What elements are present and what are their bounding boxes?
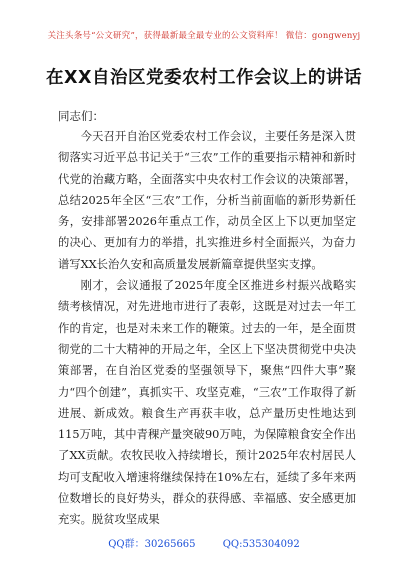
paragraph: 刚才，会议通报了2025年度全区推进乡村振兴战略实绩考核情况，对先进地市进行了表彰，这既是对过去一年工作的肯定，也是对未来工作的鞭策。过去的一年，是全面贯彻党的二十大精神的开局之年，全区上下坚决贯彻党中央决策部署，在自治区党委的坚强领导下，聚焦“四件大事”聚力“四个创建”，真抓实干、攻坚克难，“三农”工作取得了新进展、新成效。粮食生产再获丰收，总产量历史性地达到115万吨，其中青稞产量突破90万吨，为保障粮食安全作出了XX贡献。农牧民收入持续增长，预计2025年农村居民人均可支配收入增速将继续保持在10%左右，延续了多年来两位数增长的良好势头，群众的获得感、幸福感、安全感更加充实。脱贫攻坚成果	[58, 279, 356, 527]
salutation: 同志们：	[58, 109, 104, 123]
paragraph: 今天召开自治区党委农村工作会议，主要任务是深入贯彻落实习近平总书记关于“三农”工作的重要指示精神和新时代党的治藏方略，全面落实中央农村工作会议的决策部署，总结2025年全区“三农”工作，分析当前面临的新形势新任务，安排部署2026年重点工作，动员全区上下以更加坚定的决心、更加有力的举措，扎实推进乡村全面振兴，为奋力谱写XX长治久安和高质量发展新篇章提供坚实支撑。	[58, 130, 356, 271]
contact-footer	[0, 535, 408, 550]
qq-group-label: QQ群：30265665	[108, 539, 196, 550]
document-body	[58, 126, 356, 531]
qq-number-label: QQ:535304092	[222, 539, 300, 550]
document-title: 在XX自治区党委农村工作会议上的讲话	[46, 68, 362, 88]
promo-banner: 关注头条号“公文研究”，获得最新最全最专业的公文资料库！ 微信：gongwenyj	[47, 31, 361, 41]
